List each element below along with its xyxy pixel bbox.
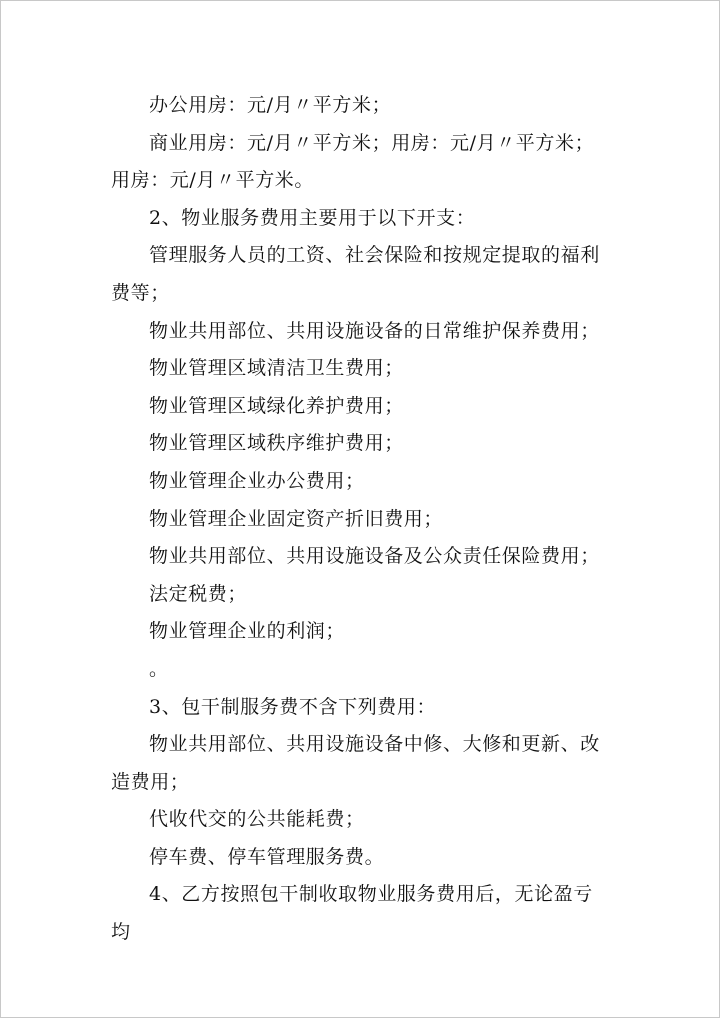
paragraph-repairs: 物业共用部位、共用设施设备中修、大修和更新、改造费用；: [111, 733, 600, 793]
paragraph-staff-wages: 管理服务人员的工资、社会保险和按规定提取的福利费等；: [111, 244, 600, 304]
paragraph-order: 物业管理区域秩序维护费用；: [149, 432, 404, 455]
paragraph-period: 。: [149, 657, 169, 680]
paragraph-maintenance: 物业共用部位、共用设施设备的日常维护保养费用；: [149, 319, 600, 342]
paragraph-commercial-rate: 商业用房：元/月〃平方米；用房：元/月〃平方米；用房：元/月〃平方米。: [111, 131, 595, 192]
paragraph-section-4: 4、乙方按照包干制收取物业服务费用后，无论盈亏均: [111, 883, 593, 944]
paragraph-energy: 代收代交的公共能耗费；: [149, 808, 365, 831]
paragraph-section-3-heading: 3、包干制服务费不含下列费用：: [149, 695, 437, 718]
paragraph-profit: 物业管理企业的利润；: [149, 620, 346, 643]
paragraph-parking: 停车费、停车管理服务费。: [149, 845, 385, 868]
paragraph-insurance: 物业共用部位、共用设施设备及公众责任保险费用；: [149, 545, 600, 568]
paragraph-taxes: 法定税费；: [149, 582, 248, 605]
paragraph-section-2-heading: 2、物业服务费用主要用于以下开支：: [149, 206, 476, 229]
paragraph-cleaning: 物业管理区域清洁卫生费用；: [149, 357, 404, 380]
paragraph-depreciation: 物业管理企业固定资产折旧费用；: [149, 507, 444, 530]
document-body: [111, 87, 611, 952]
paragraph-office-rate: 办公用房：元/月〃平方米；: [149, 94, 392, 116]
paragraph-office-costs: 物业管理企业办公费用；: [149, 469, 365, 492]
paragraph-greening: 物业管理区域绿化养护费用；: [149, 394, 404, 417]
